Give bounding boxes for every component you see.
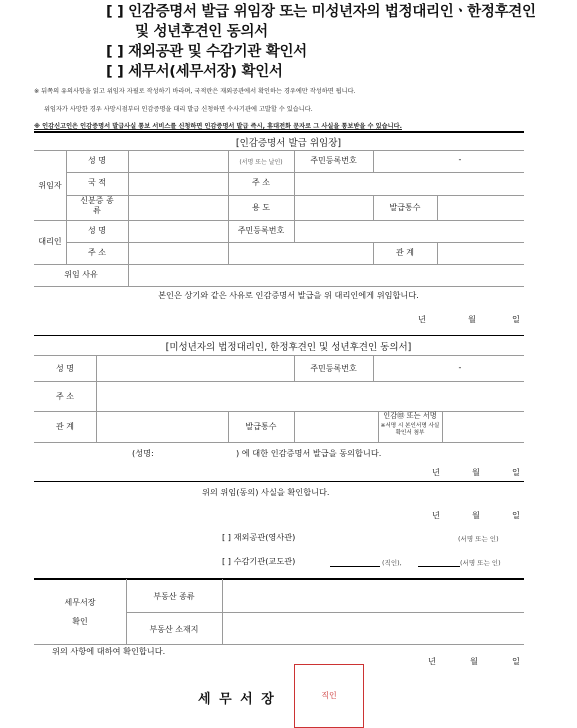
rule (66, 172, 524, 173)
tax-confirm-statement: 위의 사항에 대하여 확인합니다. (52, 646, 166, 656)
form-title-line3: [ ] 세무서(세무서장) 확인서 (106, 64, 283, 80)
guardian-rrn-label: 주민등록번호 (310, 364, 357, 373)
id-type-label: 신분증 종 류 (80, 196, 114, 215)
date-day: 일 (512, 656, 520, 666)
seal-or-sign-label: 인감㊞ 또는 서명 (383, 411, 437, 420)
agent-label: 대리인 (38, 237, 62, 246)
rule (34, 286, 524, 287)
date-year: 년 (428, 656, 436, 666)
purpose-label: 용 도 (252, 203, 270, 212)
agent-rrn-label: 주민등록번호 (237, 226, 285, 235)
date-year: 년 (432, 510, 440, 520)
rule (34, 264, 524, 265)
rule (34, 644, 524, 645)
section3-top-border (34, 481, 524, 482)
rule (34, 442, 524, 443)
form-title-line1b: 및 성년후견인 동의서 (135, 24, 268, 40)
property-type-label: 부동산 종류 (153, 592, 195, 601)
delegation-statement: 본인은 상기와 같은 사유로 인감증명서 발급을 위 대리인에게 위임합니다. (158, 290, 419, 300)
rule (373, 355, 374, 381)
section2-top-border (34, 335, 524, 336)
rule (34, 220, 524, 221)
prison-checkbox-label[interactable]: [ ] 수감기관(교도관) (222, 556, 296, 566)
section1-heading: [인감증명서 발급 위임장] (235, 138, 342, 149)
date-year: 년 (432, 467, 440, 477)
consent-statement: ) 에 대한 인감증명서 발급을 동의합니다. (236, 448, 382, 458)
rule (442, 411, 443, 442)
seal-note: ※서명 시 본인서명 사실확인서 첨부 (380, 423, 440, 436)
official-seal-label: 직인 (321, 691, 337, 700)
date-month: 월 (472, 467, 480, 477)
tax-confirm-label: 확인 (72, 617, 88, 626)
guardian-address-label: 주 소 (56, 392, 74, 401)
date-month: 월 (470, 656, 478, 666)
consent-name-prefix: (성명: (132, 448, 154, 458)
guardian-relation-label: 관 계 (56, 422, 74, 431)
date-day: 일 (512, 510, 520, 520)
rule (34, 355, 524, 356)
form-title-line2: [ ] 재외공관 및 수감기관 확인서 (106, 44, 307, 60)
date-day: 일 (512, 467, 520, 477)
agent-name-label: 성 명 (88, 226, 106, 235)
form-title-line1: [ ] 인감증명서 발급 위임장 또는 미성년자의 법정대리인ㆍ한정후견인 (106, 4, 536, 20)
nationality-label: 국 적 (88, 178, 106, 187)
date-day: 일 (512, 314, 520, 324)
tax-office-label: 세무서장 (64, 598, 96, 607)
agent-address-label: 주 소 (88, 248, 106, 257)
rule (66, 242, 524, 243)
rule (126, 612, 524, 613)
rule (128, 150, 129, 286)
sign-hint: (서명 또는 날인) (239, 159, 283, 166)
rule (373, 150, 374, 172)
date-month: 월 (472, 510, 480, 520)
delegator-label: 위임자 (38, 181, 62, 190)
rule (437, 195, 438, 220)
guardian-name-label: 성 명 (56, 364, 74, 373)
rule (66, 195, 524, 196)
note-instructions: ※ 뒤쪽의 유의사항을 읽고 위임자 자필로 작성하기 바라며, 국적란은 재외공관에서 확인하는 경우에만 작성하면 됩니다. (34, 88, 356, 95)
rule (294, 411, 295, 442)
guardian-copies-label: 발급통수 (245, 422, 277, 431)
embassy-sign-hint: (서명 또는 인) (458, 535, 499, 543)
copies-label: 발급통수 (389, 203, 421, 212)
confirm-statement: 위의 위임(동의) 사실을 확인합니다. (202, 487, 330, 497)
tax-office-name: 세 무 서 장 (198, 692, 276, 707)
rrn-dash: - (458, 155, 462, 164)
section1-top-border (34, 131, 524, 133)
prison-sign-hint: (서명 또는 인) (460, 559, 501, 567)
rule (222, 579, 223, 644)
delegator-name-label: 성 명 (88, 156, 106, 165)
delegator-address-label: 주 소 (252, 178, 270, 187)
rule (96, 355, 97, 442)
rule (34, 381, 524, 382)
reason-label: 위임 사유 (64, 270, 98, 279)
prison-title-hint: (직인), (382, 559, 402, 567)
embassy-checkbox-label[interactable]: [ ] 재외공관(영사관) (222, 532, 296, 542)
rule (34, 150, 524, 151)
section4-top-border (34, 578, 524, 580)
date-month: 월 (468, 314, 476, 324)
delegator-rrn-label: 주민등록번호 (310, 156, 357, 165)
property-location-label: 부동산 소재지 (149, 625, 199, 634)
relation-label: 관 계 (396, 248, 414, 257)
note-notification-service: ※ 인감신고인은 인감증명서 발급사실 통보 서비스를 신청하면 인감증명서 발급 즉시, 휴대전화 문자로 그 사실을 통보받을 수 있습니다. (34, 123, 402, 130)
date-year: 년 (418, 314, 426, 324)
section2-heading: [미성년자의 법정대리인, 한정후견인 및 성년후견인 동의서] (165, 342, 412, 353)
rrn-dash: - (458, 363, 462, 372)
rule (34, 411, 524, 412)
note-death-warning: 위임자가 사망한 경우 사망시점부터 인감증명을 대리 발급 신청하면 수사기관에 고발할 수 있습니다. (44, 106, 313, 113)
prison-title-line (330, 566, 380, 567)
rule (437, 242, 438, 264)
prison-sign-line (418, 566, 460, 567)
